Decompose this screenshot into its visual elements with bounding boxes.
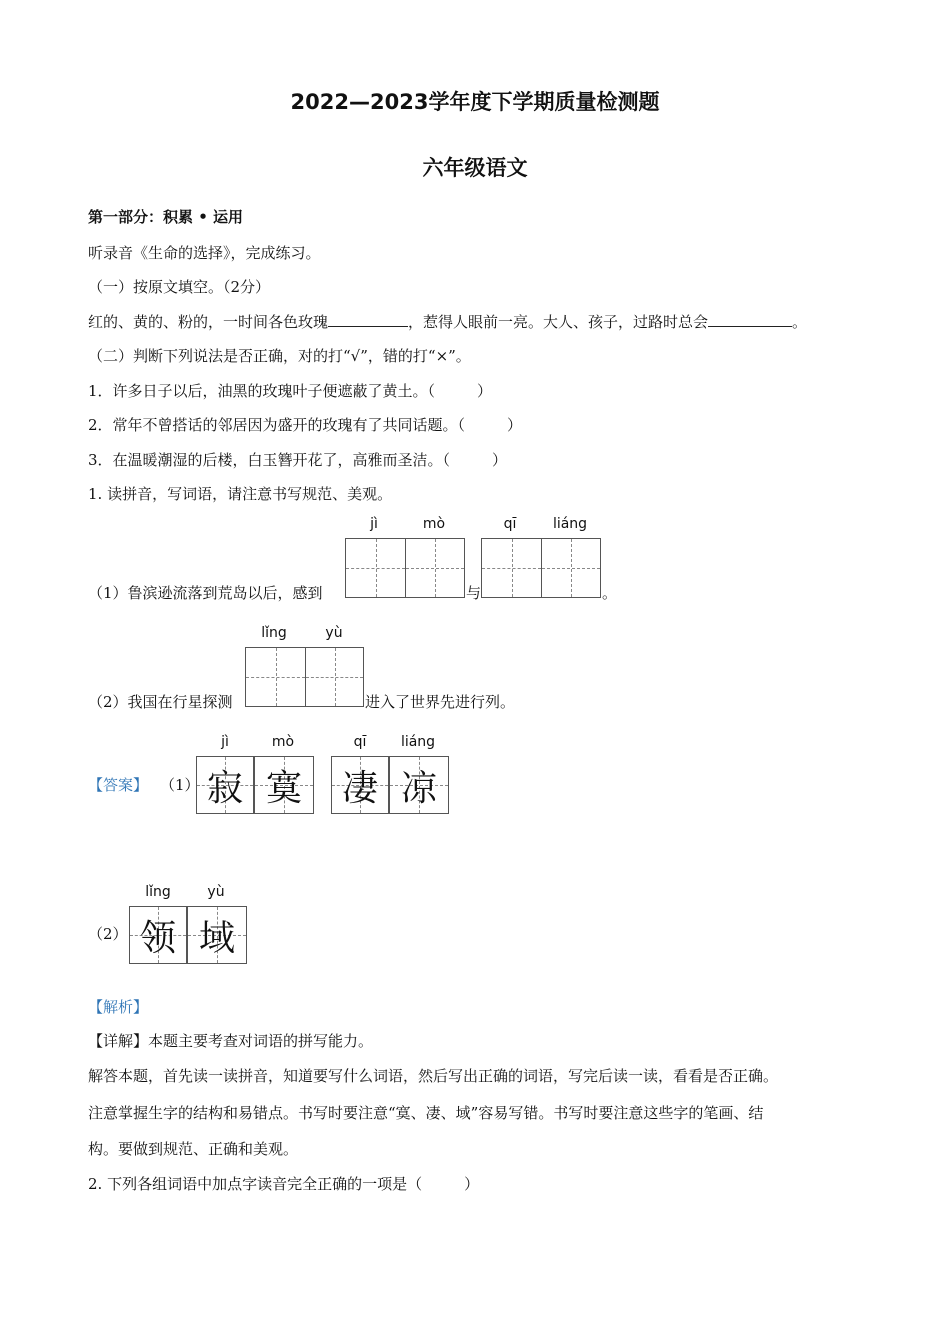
- pinyin-yu: yù: [325, 625, 343, 641]
- q1-sentence-2-end: 进入了世界先进行列。: [365, 693, 516, 711]
- analysis-paragraph-1: 解答本题，首先读一读拼音，知道要写什么词语，然后写出正确的词语，写完后读一读，看看是否正确。: [88, 1067, 779, 1085]
- listening-intro: 听录音《生命的选择》，完成练习。: [88, 244, 321, 262]
- q1-sentence-1-end: 。: [602, 584, 618, 602]
- question-2-text: 2. 下列各组词语中加点字读音完全正确的一项是（: [88, 1175, 423, 1193]
- blank-2[interactable]: [708, 312, 792, 327]
- answer-char: 域: [198, 917, 235, 959]
- question-1-stem: 1. 读拼音，写词语，请注意书写规范、美观。: [88, 485, 393, 503]
- writing-grid-cell[interactable]: [405, 538, 465, 598]
- detail-label: 【详解】: [88, 1032, 149, 1050]
- answer-grid-cell: [331, 756, 389, 814]
- pinyin-ji: jì: [370, 516, 378, 532]
- answer-grid-cell: [389, 756, 449, 814]
- judge-item-1: [88, 380, 492, 401]
- detail-line: [88, 1030, 373, 1051]
- fill-text-c: 。: [792, 313, 808, 331]
- judge-item-3: [88, 449, 507, 470]
- answer-pinyin-liang: liáng: [400, 734, 436, 750]
- fill-text-a: 红的、黄的、粉的，一时间各色玫瑰: [88, 313, 329, 331]
- part1-heading: 第一部分：积累 • 运用: [88, 208, 244, 226]
- q1-sentence-2: （2）我国在行星探测: [88, 693, 233, 711]
- answer-pinyin-qi: qī: [353, 734, 367, 750]
- question-2-stem: [88, 1173, 479, 1194]
- pinyin-mo: mò: [422, 516, 446, 532]
- answer-part-2-label: （2）: [88, 925, 128, 943]
- sub-question-2: （二）判断下列说法是否正确，对的打“√”，错的打“×”。: [88, 347, 471, 365]
- answer-pinyin-ji: jì: [221, 734, 229, 750]
- q1-sentence-1: （1）鲁滨逊流落到荒岛以后，感到: [88, 584, 323, 602]
- answer-pinyin-ling: lǐng: [145, 884, 171, 900]
- analysis-paragraph-2: 注意掌握生字的结构和易错点。书写时要注意“寞、凄、域”容易写错。书写时要注意这些字的笔画、结: [88, 1104, 764, 1122]
- writing-grid-cell[interactable]: [541, 538, 601, 598]
- answer-grid-cell: [187, 906, 247, 964]
- judge-item-2: [88, 414, 522, 435]
- pinyin-ling: lǐng: [261, 625, 287, 641]
- answer-char: 凄: [341, 767, 378, 809]
- fill-text-b: ，惹得人眼前一亮。大人、孩子，过路时总会: [408, 313, 709, 331]
- sub-question-1: （一）按原文填空。（2分）: [88, 278, 271, 296]
- q1-sentence-1-and: 与: [466, 584, 482, 602]
- judge-text: 3．在温暖潮湿的后楼，白玉簪开花了，高雅而圣洁。（: [88, 451, 451, 469]
- answer-char: 寞: [265, 767, 302, 809]
- answer-char: 寂: [206, 767, 243, 809]
- writing-grid-cell[interactable]: [345, 538, 406, 598]
- answer-part-1-label: （1）: [160, 776, 200, 794]
- judge-text: 1．许多日子以后，油黑的玫瑰叶子便遮蔽了黄土。（: [88, 382, 436, 400]
- judge-text: 2．常年不曾搭话的邻居因为盛开的玫瑰有了共同话题。（: [88, 416, 466, 434]
- detail-text: 本题主要考查对词语的拼写能力。: [148, 1032, 374, 1050]
- answer-pinyin-mo: mò: [271, 734, 295, 750]
- answer-char: 领: [139, 917, 176, 959]
- pinyin-qi: qī: [503, 516, 517, 532]
- answer-pinyin-yu: yù: [207, 884, 225, 900]
- writing-grid-cell[interactable]: [245, 647, 306, 707]
- exam-title: 2022—2023学年度下学期质量检测题: [290, 90, 660, 114]
- paren-close: ）: [477, 382, 493, 400]
- analysis-paragraph-2-cont: 构。要做到规范、正确和美观。: [88, 1140, 299, 1158]
- writing-grid-cell[interactable]: [305, 647, 364, 707]
- analysis-label: 【解析】: [88, 998, 149, 1016]
- paren-close: ）: [507, 416, 523, 434]
- paren-close: ）: [464, 1175, 480, 1193]
- answer-label: 【答案】: [88, 776, 149, 794]
- answer-grid-cell: [129, 906, 187, 964]
- answer-grid-cell: [196, 756, 254, 814]
- pinyin-liang: liáng: [552, 516, 588, 532]
- paren-close: ）: [492, 451, 508, 469]
- grade-subject-title: 六年级语文: [422, 156, 528, 180]
- fill-blank-sentence: [88, 311, 807, 332]
- writing-grid-cell[interactable]: [481, 538, 542, 598]
- blank-1[interactable]: [328, 312, 408, 327]
- answer-char: 凉: [400, 767, 437, 809]
- answer-grid-cell: [254, 756, 314, 814]
